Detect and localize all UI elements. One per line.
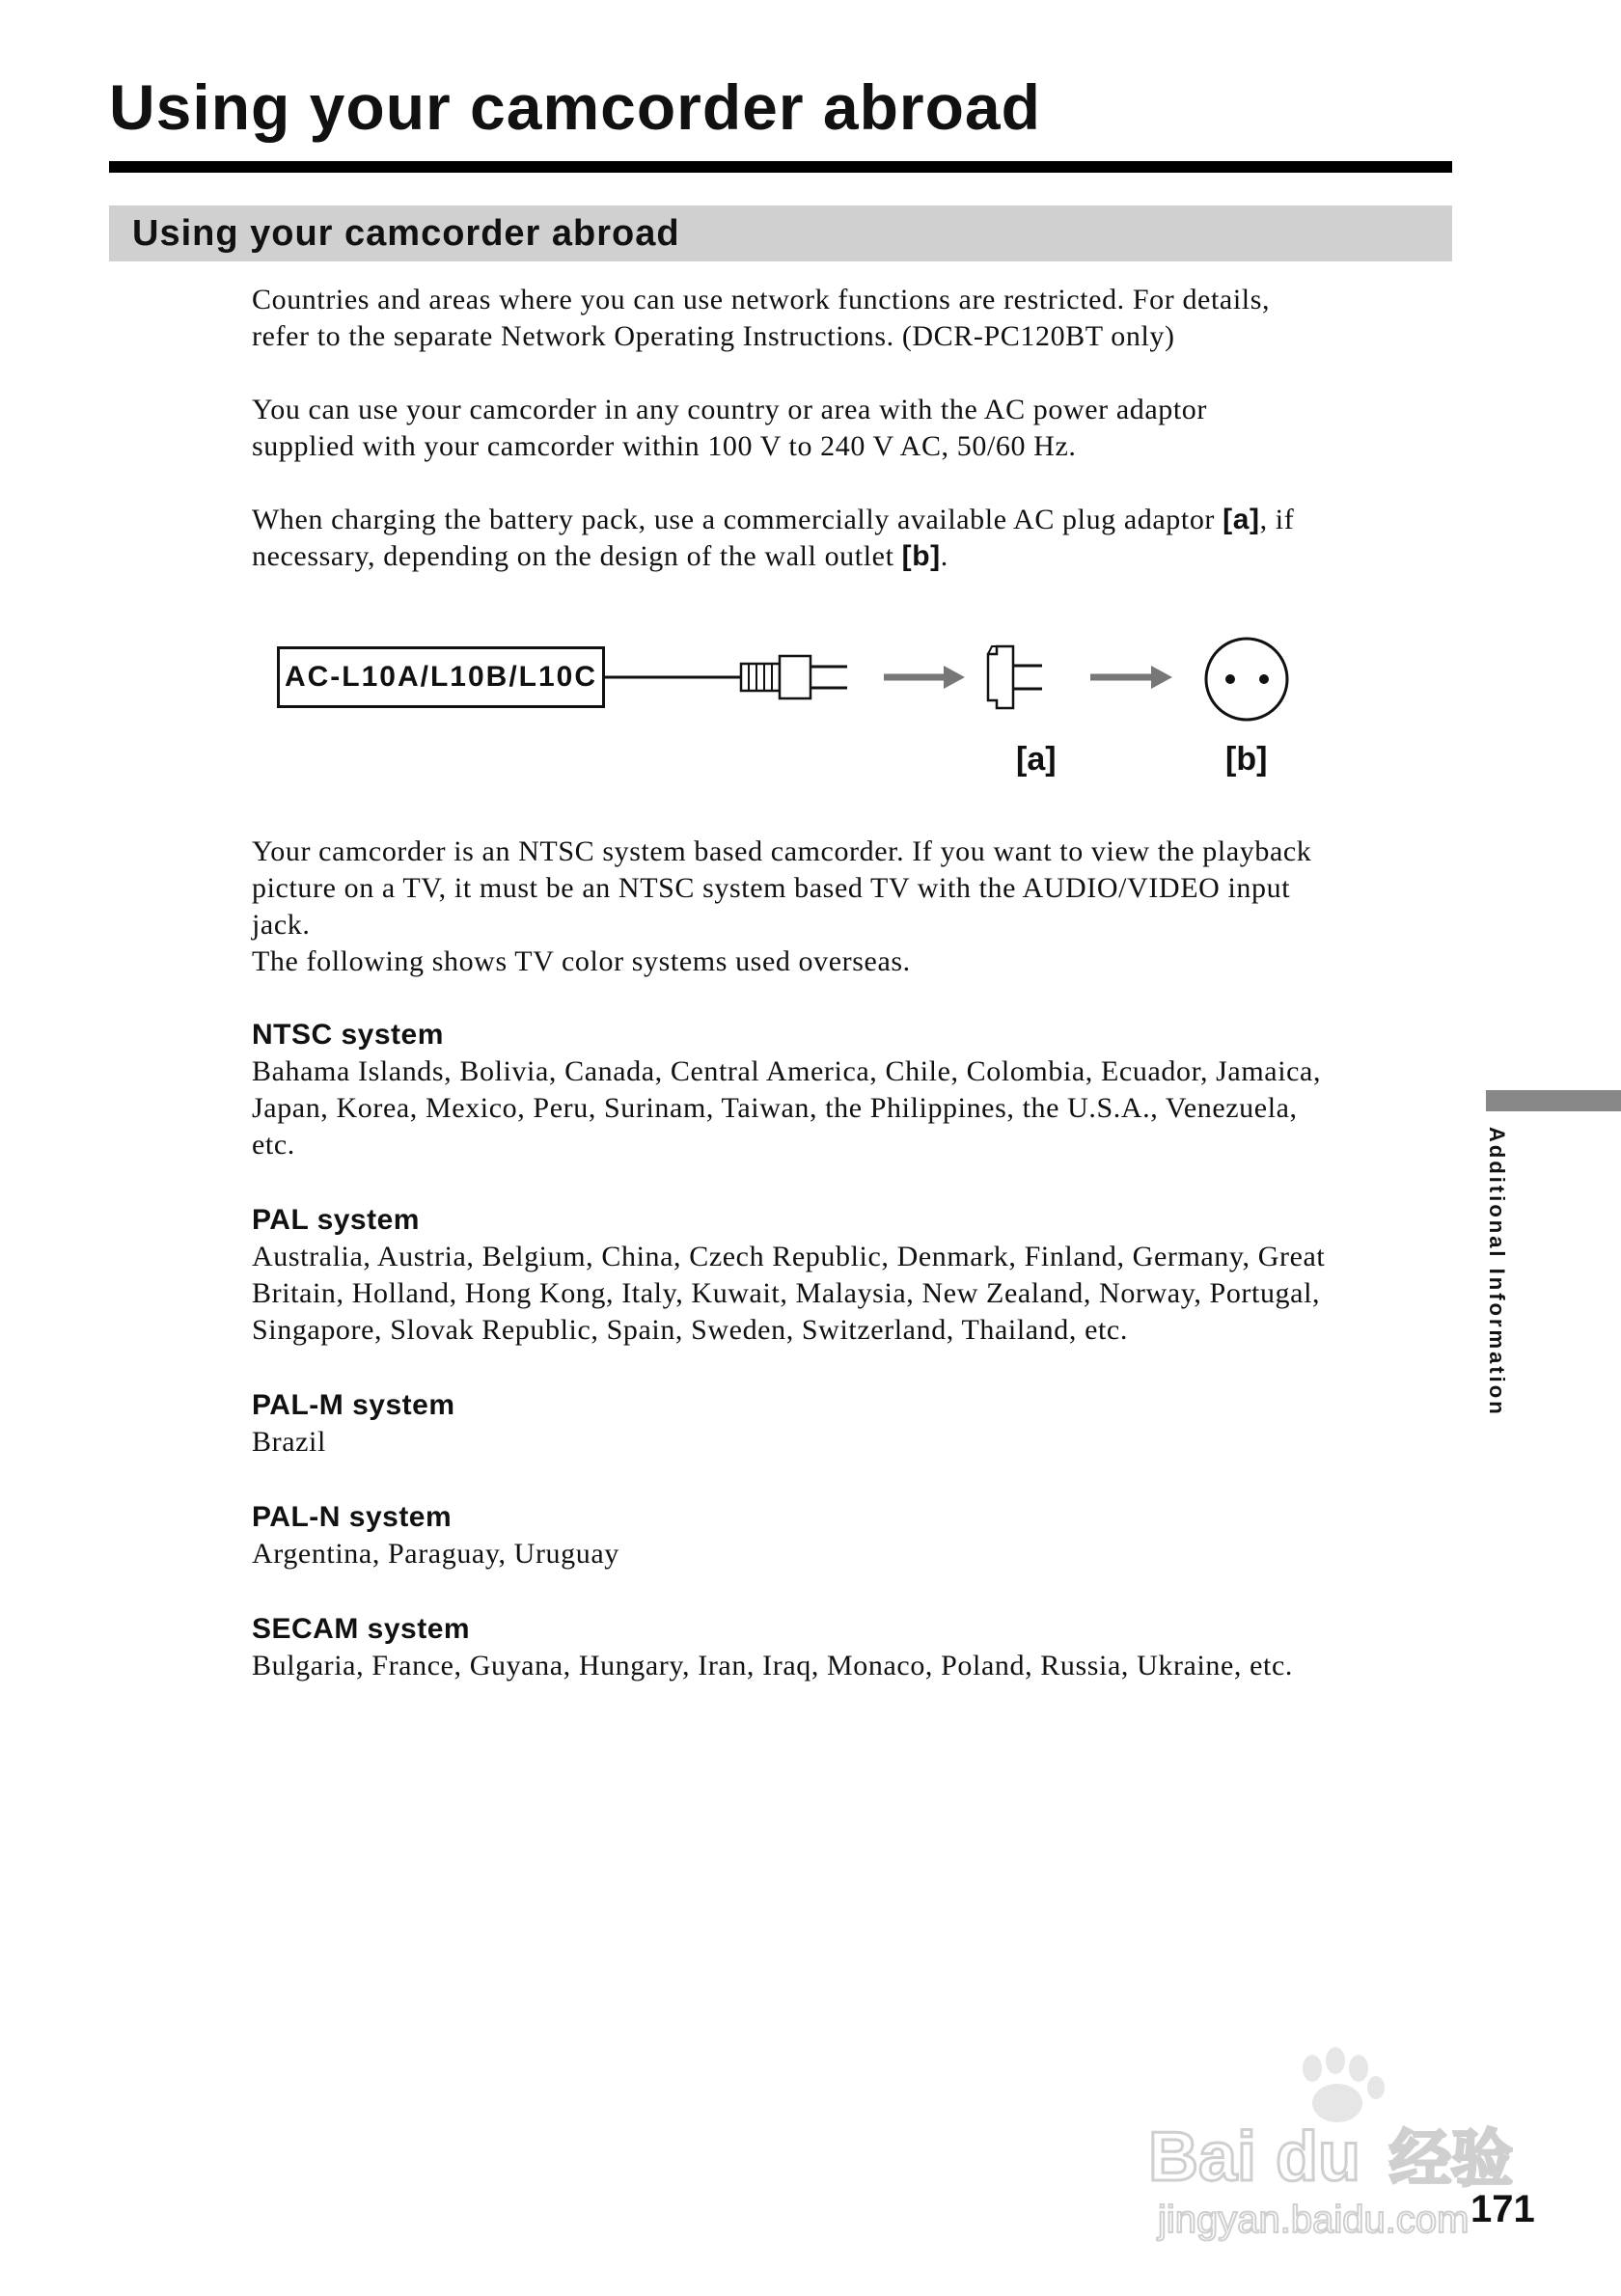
wall-outlet-icon — [1206, 639, 1287, 720]
pal-countries — [252, 1239, 1453, 1349]
power-adaptor-paragraph — [252, 392, 1453, 465]
text-line: Argentina, Paraguay, Uruguay — [252, 1538, 619, 1570]
ref-a: [a] — [1223, 504, 1260, 535]
text-segment: When charging the battery pack, use a commercially available AC plug adaptor — [252, 504, 1223, 535]
adaptor-model-label: AC-L10A/L10B/L10C — [277, 646, 605, 708]
title-rule — [109, 161, 1452, 173]
plug-diagram — [270, 617, 1332, 743]
pal-system-heading: PAL system — [252, 1204, 420, 1236]
section-heading: Using your camcorder abroad — [109, 205, 1452, 261]
text-line: supplied with your camcorder within 100 V to 240 V AC, 50/60 Hz. — [252, 430, 1077, 462]
paw-icon — [1303, 2047, 1385, 2122]
text-line: picture on a TV, it must be an NTSC system based TV with the AUDIO/VIDEO input — [252, 872, 1291, 904]
ref-b: [b] — [901, 540, 941, 572]
plug-icon — [741, 656, 847, 698]
text-segment: necessary, depending on the design of the wall outlet — [252, 540, 902, 572]
side-tab-label: Additional Information — [1485, 1127, 1509, 1417]
ntsc-paragraph — [252, 834, 1453, 980]
pal-n-countries — [252, 1536, 1453, 1572]
arrow-right-icon — [1090, 666, 1172, 689]
text-line: Bahama Islands, Bolivia, Canada, Central America, Chile, Colombia, Ecuador, Jamaica, — [252, 1055, 1322, 1087]
text-line: Japan, Korea, Mexico, Peru, Surinam, Taiwan, the Philippines, the U.S.A., Venezuela, — [252, 1092, 1298, 1124]
label-b: [b] — [1225, 741, 1268, 778]
text-line: Britain, Holland, Hong Kong, Italy, Kuwait, Malaysia, New Zealand, Norway, Portugal, — [252, 1277, 1321, 1309]
text-line: jack. — [252, 909, 311, 941]
text-line: Australia, Austria, Belgium, China, Czech Republic, Denmark, Finland, Germany, Great — [252, 1241, 1326, 1272]
text-line: Countries and areas where you can use network functions are restricted. For details, — [252, 284, 1271, 315]
ntsc-system-heading: NTSC system — [252, 1019, 444, 1051]
side-tab-marker — [1486, 1090, 1621, 1111]
charging-paragraph — [252, 502, 1453, 575]
text-line: Bulgaria, France, Guyana, Hungary, Iran, Iraq, Monaco, Poland, Russia, Ukraine, etc. — [252, 1650, 1293, 1681]
watermark-url: jingyan.baidu.com — [1158, 2199, 1470, 2241]
text-line: Brazil — [252, 1426, 326, 1458]
text-line: The following shows TV color systems used overseas. — [252, 945, 911, 977]
secam-countries — [252, 1648, 1453, 1684]
plug-adaptor-figure — [270, 617, 1332, 801]
label-a: [a] — [1016, 741, 1057, 778]
pal-n-system-heading: PAL-N system — [252, 1501, 453, 1533]
pal-m-countries — [252, 1424, 1453, 1461]
secam-system-heading: SECAM system — [252, 1613, 471, 1645]
pal-m-system-heading: PAL-M system — [252, 1389, 455, 1421]
ntsc-countries — [252, 1053, 1453, 1163]
text-line: refer to the separate Network Operating Instructions. (DCR-PC120BT only) — [252, 320, 1175, 352]
plug-adaptor-icon — [988, 646, 1042, 708]
text-line: Singapore, Slovak Republic, Spain, Sweden, Switzerland, Thailand, etc. — [252, 1314, 1128, 1346]
page-title: Using your camcorder abroad — [109, 71, 1041, 143]
page-number: 171 — [1470, 2188, 1535, 2230]
text-line: etc. — [252, 1129, 295, 1161]
arrow-right-icon — [884, 666, 965, 689]
network-restriction-paragraph — [252, 282, 1453, 355]
text-segment: . — [940, 540, 948, 572]
watermark-cn: 经验 — [1389, 2124, 1513, 2196]
text-line: Your camcorder is an NTSC system based camcorder. If you want to view the playback — [252, 835, 1312, 867]
watermark-brand: Bai du — [1148, 2118, 1361, 2196]
text-segment: , if — [1259, 504, 1295, 535]
text-line: You can use your camcorder in any country or area with the AC power adaptor — [252, 394, 1207, 425]
